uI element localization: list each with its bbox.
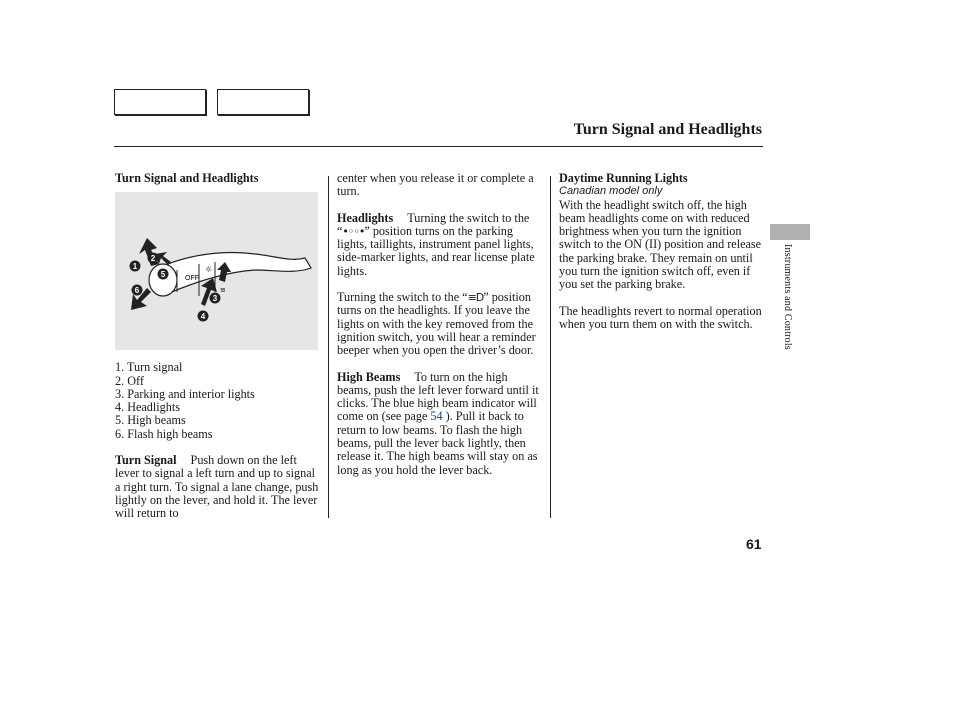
nav-button-contents[interactable]: [114, 89, 206, 115]
high-beams-text-pre: To turn on the high beams, push the left lever forward until it clicks. The blue high beam indicator will come on (see page: [337, 369, 539, 424]
column-divider: [328, 176, 329, 518]
headlights-text-pre: Turning the switch to the “: [337, 210, 530, 238]
section-heading: Turn Signal and Headlights: [115, 171, 259, 185]
parking-lights-icon: ☼: [205, 265, 213, 275]
list-item: 4. Headlights: [115, 400, 180, 415]
lever-diagram: [115, 192, 318, 350]
list-item: 2. Off: [115, 373, 144, 388]
column-2: [337, 172, 543, 477]
turn-signal-heading: Turn Signal: [115, 453, 177, 468]
list-item: 1. Turn signal: [115, 360, 183, 375]
turn-signal-paragraph: [115, 454, 320, 520]
svg-text:2: 2: [150, 254, 156, 264]
switch-off-label: OFF: [185, 275, 199, 283]
svg-text:3: 3: [212, 294, 218, 304]
title-rule: [114, 146, 763, 147]
column-1: [115, 172, 320, 521]
headlights-text-post: ” position turns on the parking lights, taillights, instrument panel lights, side-marker lights, and rear license plate lights.: [337, 223, 535, 278]
parking-lights-symbol: •◦◦•: [342, 224, 365, 238]
column-divider: [550, 176, 551, 518]
high-beams-text-post: ). Pull it back to return to low beams. To flash the high beams, pull the lever back lightly, then release it. The high beams will stay on as long as you hold the lever back.: [337, 409, 538, 477]
headlights-heading: Headlights: [337, 210, 394, 225]
svg-text:6: 6: [134, 286, 140, 296]
callout-2: [148, 253, 159, 264]
headlights-paragraph-2: [337, 291, 543, 357]
svg-text:5: 5: [160, 270, 166, 280]
headlights-text-post: ” position turns on the headlights. If you leave the lights on with the key removed from the ignition switch, you will hear a reminder beeper when you open the driver’s door.: [337, 290, 536, 358]
drl-paragraph-1: With the headlight switch off, the high beam headlights come on with reduced brightness when you turn the ignition switch to the ON (II) position and release the parking brake. They remain on until you turn the ignition switch off, even if you set the parking brake.: [559, 197, 762, 292]
drl-subheading: Canadian model only: [559, 185, 663, 198]
page-number: 61: [746, 536, 762, 552]
column-3: [559, 172, 762, 331]
page-title: Turn Signal and Headlights: [573, 121, 762, 138]
high-beams-paragraph: [337, 371, 543, 477]
continuation-text: center when you release it or complete a turn.: [337, 171, 534, 199]
turn-signal-text: Push down on the left lever to signal a left turn and up to signal a right turn. To signal a lane change, push lightly on the lever, and hold it. The lever will return to: [115, 453, 319, 521]
section-label: Instruments and Controls: [782, 244, 793, 350]
svg-text:1: 1: [132, 262, 138, 272]
callout-4: [198, 311, 209, 322]
headlights-text-pre: Turning the switch to the “: [337, 290, 468, 305]
callout-5: [158, 269, 169, 280]
headlights-paragraph-1: [337, 212, 543, 278]
callout-6: [132, 285, 143, 296]
headlight-symbol: ≡D: [467, 291, 484, 305]
lever-illustration: [115, 192, 318, 350]
lever-stalk: [155, 253, 311, 294]
list-item: 6. Flash high beams: [115, 426, 213, 441]
drl-heading: Daytime Running Lights: [559, 171, 688, 185]
svg-text:4: 4: [200, 312, 206, 322]
list-item: 5. High beams: [115, 413, 186, 428]
callout-1: [130, 261, 141, 272]
list-item: 3. Parking and interior lights: [115, 386, 255, 401]
section-tab[interactable]: [770, 224, 810, 240]
high-beams-heading: High Beams: [337, 369, 401, 384]
page-link[interactable]: 54: [430, 409, 443, 424]
drl-paragraph-2: The headlights revert to normal operation when you turn them on with the switch.: [559, 303, 762, 331]
nav-button-index[interactable]: [217, 89, 309, 115]
legend-list: [115, 361, 320, 441]
headlight-icon: ≡: [220, 286, 226, 295]
callout-3: [210, 293, 221, 304]
